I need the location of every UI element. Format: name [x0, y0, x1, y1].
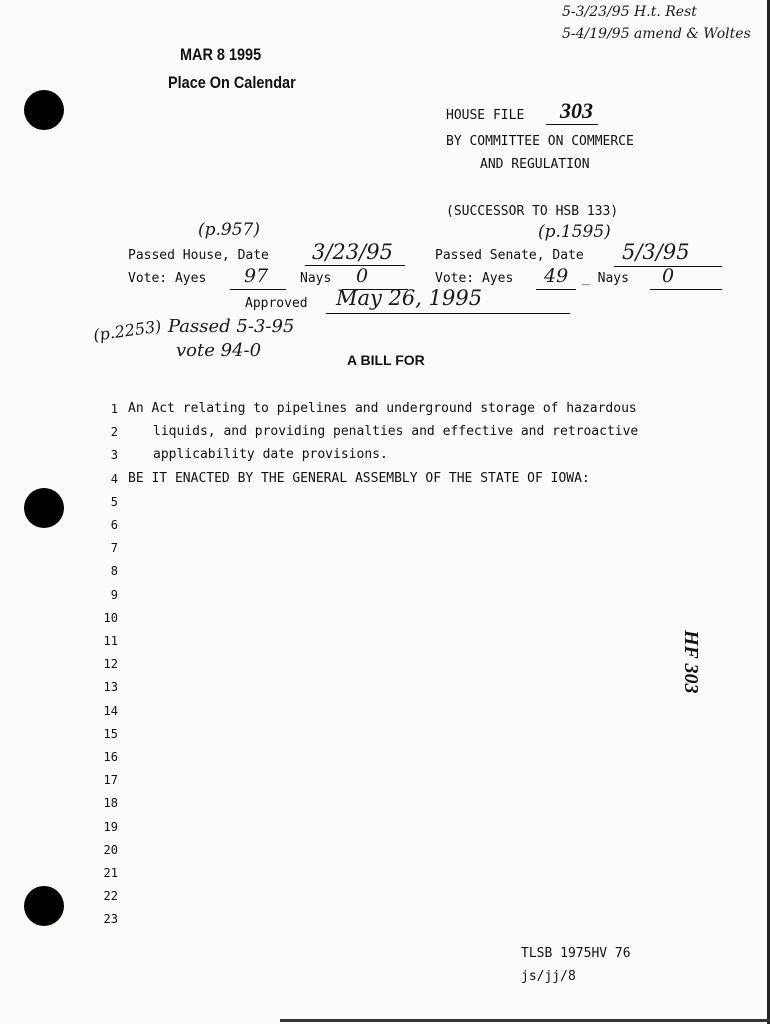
bill-line-number: 20	[103, 842, 118, 857]
sponsor-line-2: AND REGULATION	[480, 157, 590, 172]
house-vote-label: Vote: Ayes	[128, 271, 207, 286]
house-date: 3/23/95	[312, 240, 393, 264]
senate-nays-label: _ Nays	[582, 271, 629, 286]
bill-line-text: liquids, and providing penalties and effective and retroactive	[153, 424, 639, 440]
senate-journal-page: (p.1595)	[538, 222, 611, 242]
bill-line-number: 4	[110, 471, 118, 486]
bill-line-number: 21	[103, 866, 118, 880]
house-nays: 0	[356, 265, 369, 287]
side-file-label: HF 303	[680, 630, 702, 694]
margin-note-2: 5-4/19/95 amend & Woltes	[562, 26, 751, 42]
bill-line-number: 19	[103, 819, 118, 834]
senate-nays-underline	[650, 289, 722, 290]
senate-date: 5/3/95	[622, 240, 690, 264]
senate-ayes: 49	[544, 265, 569, 287]
bill-line-number: 23	[103, 912, 118, 927]
passed-house-label: Passed House, Date	[128, 248, 269, 263]
bill-line-number: 22	[103, 889, 118, 904]
house-date-underline	[305, 265, 405, 266]
bill-line-number: 10	[103, 610, 118, 625]
house-file-number: 303	[560, 98, 593, 123]
bill-line-number: 2	[110, 425, 118, 440]
bill-line-number: 17	[103, 773, 118, 788]
bill-line-number: 1	[110, 402, 118, 416]
house-journal-page: (p.957)	[198, 220, 260, 240]
bill-line-text: An Act relating to pipelines and underground storage of hazardous	[128, 401, 637, 416]
approved-underline	[326, 313, 570, 314]
bill-line-number: 5	[110, 494, 118, 509]
bill-line-number: 9	[110, 587, 118, 602]
senate-nays: 0	[662, 265, 675, 287]
senate-ayes-underline	[536, 289, 576, 290]
footer-initials: js/jj/8	[521, 969, 576, 984]
house-file-underline	[546, 124, 598, 125]
bill-heading: A BILL FOR	[347, 352, 425, 368]
bill-line-number: 8	[110, 564, 118, 579]
bill-line-number: 3	[110, 448, 118, 463]
scan-bottom-edge	[280, 1019, 770, 1022]
stamp-date: MAR 8 1995	[180, 45, 262, 64]
passed-note-page: (p.2253)	[92, 316, 163, 345]
passed-vote-note: vote 94-0	[176, 340, 262, 361]
bill-line-number: 14	[103, 703, 118, 718]
approved-date: May 26, 1995	[336, 286, 483, 310]
approved-label: Approved	[245, 296, 308, 311]
footer-code: TLSB 1975HV 76	[521, 946, 631, 961]
house-ayes: 97	[244, 265, 269, 287]
house-nays-label: Nays	[300, 271, 332, 286]
margin-note-1: 5-3/23/95 H.t. Rest	[562, 4, 697, 20]
punch-hole-top	[24, 90, 64, 130]
bill-line-number: 18	[103, 796, 118, 811]
sponsor-line-1: BY COMMITTEE ON COMMERCE	[446, 134, 634, 149]
bill-line-number: 12	[103, 657, 118, 672]
bill-line-text: BE IT ENACTED BY THE GENERAL ASSEMBLY OF THE STATE OF IOWA:	[128, 470, 590, 486]
punch-hole-bottom	[24, 886, 64, 926]
punch-hole-middle	[24, 488, 64, 528]
bill-line-text: applicability date provisions.	[153, 447, 388, 463]
passed-note: Passed 5-3-95	[168, 316, 295, 337]
bill-line-number: 6	[110, 518, 118, 532]
house-file-label: HOUSE FILE	[446, 108, 525, 123]
passed-senate-label: Passed Senate, Date	[435, 248, 584, 263]
senate-vote-label: Vote: Ayes	[435, 271, 514, 286]
bill-line-number: 15	[103, 726, 118, 741]
successor-note: (SUCCESSOR TO HSB 133)	[446, 204, 619, 219]
house-ayes-underline	[230, 289, 286, 290]
bill-line-number: 7	[110, 541, 118, 556]
bill-line-number: 13	[103, 680, 118, 695]
stamp-place-on-calendar: Place On Calendar	[168, 73, 296, 92]
bill-line-number: 16	[103, 750, 118, 764]
bill-line-number: 11	[103, 634, 118, 648]
